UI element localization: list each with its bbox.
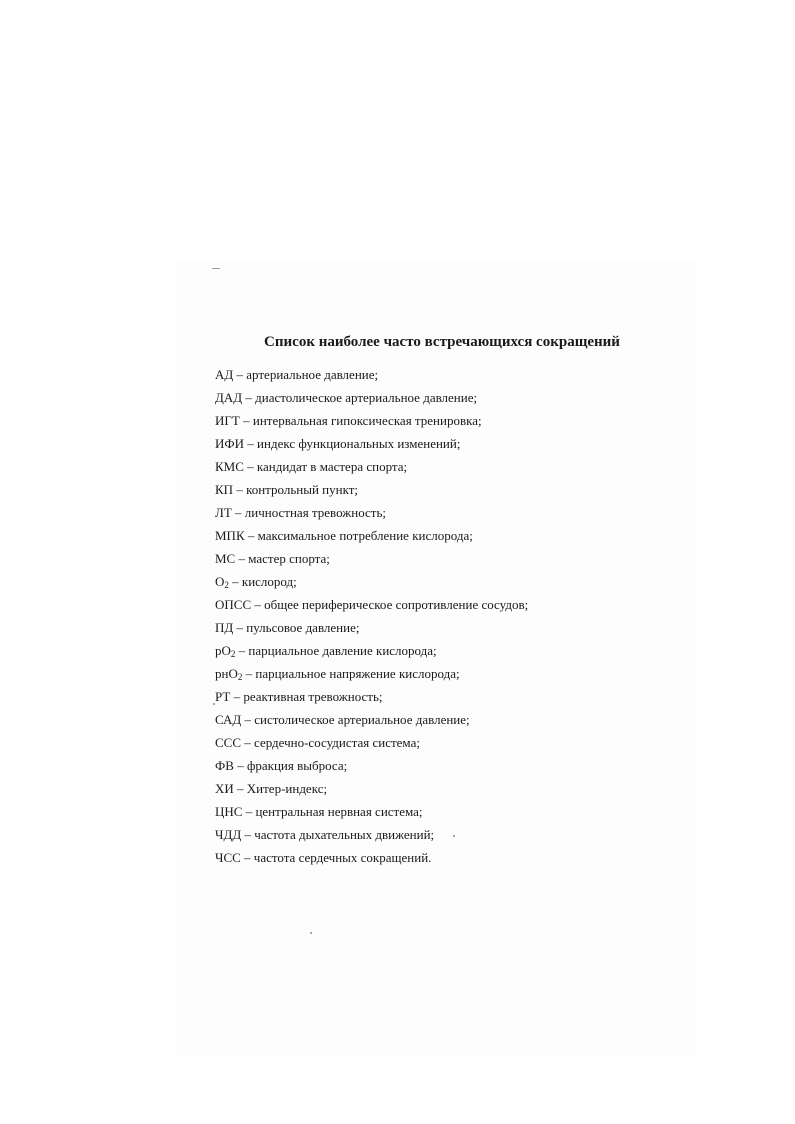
abbreviation-term: ЛТ	[215, 505, 232, 520]
abbreviation-term: ИФИ	[215, 436, 245, 451]
abbreviation-dash: –	[239, 413, 253, 428]
abbreviation-term: ДАД	[215, 390, 243, 405]
abbreviation-definition: общее периферическое сопротивление сосудов;	[264, 597, 529, 612]
abbreviation-term: pнO$_2$	[215, 666, 243, 682]
abbreviation-term: МС	[215, 551, 236, 566]
abbreviation-definition: кандидат в мастера спорта;	[256, 459, 408, 474]
abbreviation-item	[215, 639, 528, 662]
abbreviation-dash: –	[242, 666, 256, 681]
abbreviation-term: ИГТ	[215, 413, 240, 428]
abbreviation-definition: контрольный пункт;	[246, 482, 359, 497]
abbreviation-item	[215, 570, 528, 593]
abbreviation-definition: личностная тревожность;	[244, 505, 387, 520]
abbreviation-item	[215, 616, 528, 639]
abbreviation-dash: –	[244, 528, 258, 543]
abbreviation-dash: –	[242, 804, 256, 819]
abbreviation-dash: –	[233, 367, 247, 382]
abbreviation-dash: –	[231, 505, 245, 520]
abbreviation-definition: интервальная гипоксическая тренировка;	[252, 413, 482, 428]
abbreviation-dash: –	[244, 436, 258, 451]
abbreviation-dash: –	[233, 758, 247, 773]
abbreviation-term: ЧСС	[215, 850, 241, 865]
abbreviation-item	[215, 501, 528, 524]
abbreviation-item	[215, 685, 528, 708]
abbreviation-item	[215, 823, 528, 846]
abbreviation-dash: –	[240, 850, 254, 865]
abbreviation-item	[215, 800, 528, 823]
abbreviation-definition: сердечно-сосудистая система;	[254, 735, 420, 750]
abbreviation-subscript: 2	[237, 672, 243, 682]
abbreviation-term: ФВ	[215, 758, 234, 773]
abbreviation-item	[215, 386, 528, 409]
abbreviation-definition: систолическое артериальное давление;	[254, 712, 470, 727]
abbreviation-dash: –	[243, 459, 257, 474]
abbreviation-item	[215, 524, 528, 547]
abbreviation-definition: центральная нервная система;	[255, 804, 423, 819]
scan-artifact-mark	[212, 268, 220, 269]
abbreviation-definition: реактивная тревожность;	[243, 689, 383, 704]
abbreviation-term: САД	[215, 712, 242, 727]
abbreviation-term: МПК	[215, 528, 245, 543]
abbreviation-definition: пульсовое давление;	[246, 620, 360, 635]
abbreviation-definition: частота дыхательных движений;	[254, 827, 435, 842]
abbreviation-definition: Хитер-индекс;	[246, 781, 328, 796]
abbreviation-term: РТ	[215, 689, 231, 704]
abbreviation-definition: диастолическое артериальное давление;	[255, 390, 478, 405]
abbreviation-definition: частота сердечных сокращений.	[253, 850, 432, 865]
abbreviation-dash: –	[233, 482, 247, 497]
abbreviation-list	[215, 363, 528, 869]
abbreviation-term: КП	[215, 482, 234, 497]
abbreviation-item	[215, 708, 528, 731]
abbreviation-term: АД	[215, 367, 234, 382]
scan-speck	[310, 932, 312, 934]
page-title: Список наиболее часто встречающихся сокращений	[264, 334, 620, 351]
abbreviation-dash: –	[242, 390, 256, 405]
abbreviation-subscript: 2	[230, 649, 236, 659]
abbreviation-subscript: 2	[224, 580, 229, 590]
abbreviation-item	[215, 731, 528, 754]
abbreviation-definition: фракция выброса;	[246, 758, 348, 773]
abbreviation-term: $pO_2$	[215, 643, 236, 659]
abbreviation-item	[215, 478, 528, 501]
abbreviation-definition: мастер спорта;	[248, 551, 330, 566]
abbreviation-term: КМС	[215, 459, 244, 474]
abbreviation-item	[215, 846, 528, 869]
abbreviation-item	[215, 662, 528, 685]
abbreviation-dash: –	[233, 781, 247, 796]
abbreviation-item	[215, 432, 528, 455]
abbreviation-term: ЧДД	[215, 827, 242, 842]
abbreviation-definition: артериальное давление;	[246, 367, 379, 382]
abbreviation-item	[215, 455, 528, 478]
abbreviation-item	[215, 754, 528, 777]
abbreviation-term: ПД	[215, 620, 234, 635]
abbreviation-definition: кислород;	[241, 574, 297, 589]
abbreviation-item	[215, 593, 528, 616]
abbreviation-dash: –	[233, 620, 247, 635]
abbreviation-item	[215, 547, 528, 570]
abbreviation-term: ХИ	[215, 781, 234, 796]
abbreviation-definition: индекс функциональных изменений;	[257, 436, 461, 451]
abbreviation-definition: парциальное напряжение кислорода;	[255, 666, 460, 681]
abbreviation-dash: –	[228, 574, 242, 589]
abbreviation-dash: –	[235, 643, 249, 658]
abbreviation-definition: максимальное потребление кислорода;	[257, 528, 473, 543]
abbreviation-dash: –	[235, 551, 249, 566]
abbreviation-dash: –	[241, 827, 255, 842]
abbreviation-term: ОПСС	[215, 597, 252, 612]
abbreviation-term: ЦНС	[215, 804, 243, 819]
abbreviation-dash: –	[251, 597, 265, 612]
abbreviation-term: ССС	[215, 735, 242, 750]
abbreviation-item	[215, 777, 528, 800]
abbreviation-item	[215, 409, 528, 432]
abbreviation-dash: –	[230, 689, 244, 704]
abbreviation-term: $O_2$	[215, 574, 229, 590]
abbreviation-dash: –	[241, 735, 255, 750]
abbreviation-definition: парциальное давление кислорода;	[248, 643, 437, 658]
abbreviation-dash: –	[241, 712, 255, 727]
abbreviation-item	[215, 363, 528, 386]
